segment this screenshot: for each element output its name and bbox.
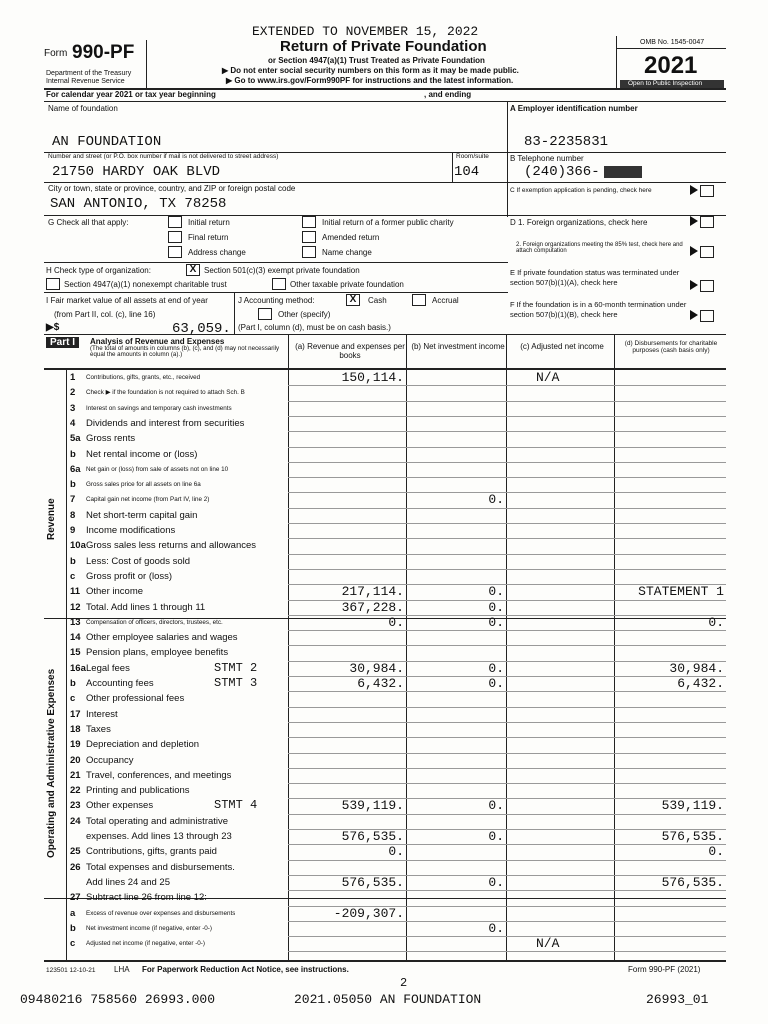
row-label: Subtract line 26 from line 12: [86,892,207,904]
exemption-pending-checkbox[interactable] [700,185,714,197]
col-b-header: (b) Net investment income [411,342,505,351]
other-taxable-label: Other taxable private foundation [290,280,404,289]
part-desc: (The total of amounts in columns (b), (c), and (d) may not necessarily equal the amounts in column (a).) [90,345,280,358]
ein-value[interactable]: 83-2235831 [524,134,609,150]
row-number: c [70,570,76,582]
center-identifier: 2021.05050 AN FOUNDATION [294,992,482,1007]
street-label: Number and street (or P.O. box number if mail is not delivered to street address) [48,153,279,160]
street-address[interactable]: 21750 HARDY OAK BLVD [52,164,221,180]
row-col-b-value[interactable]: 0. [488,829,504,844]
row-number: 8 [70,509,76,521]
row-label: Gross sales less returns and allowances [86,540,257,552]
row-number: 23 [70,800,81,812]
left-identifier: 09480216 758560 26993.000 [20,992,216,1007]
row-label: Add lines 24 and 25 [86,876,170,888]
row-label: Total. Add lines 1 through 11 [86,601,206,613]
phone-number[interactable]: (240)366- [524,164,600,180]
d2-label: 2. Foreign organizations meeting the 85% test, check here and attach computation [516,242,683,254]
row-label: Pension plans, employee benefits [86,647,229,659]
row-label: Net rental income or (loss) [86,448,198,460]
row-col-a-value[interactable]: 367,228. [341,599,404,615]
ssn-notice: ▶ Do not enter social security numbers on this form as it may be made public. [222,66,519,75]
row-label: Gross sales price for all assets on line 6a [86,481,201,489]
row-number: 7 [70,494,76,506]
row-col-b-value[interactable]: 0. [488,584,504,600]
row-label: Gross rents [86,433,136,445]
row-label: Occupancy [86,754,134,766]
city-state-zip[interactable]: SAN ANTONIO, TX 78258 [50,196,227,212]
section-501c3-checkbox[interactable]: X [186,264,200,276]
e-checkbox[interactable] [700,280,714,292]
row-col-a-value[interactable]: 30,984. [349,660,404,676]
row-number: b [70,448,76,460]
row-number: b [70,922,76,934]
row-col-d-value[interactable]: 539,119. [661,798,724,814]
row-label: Accounting fees [86,678,154,689]
f-label: F If the foundation is in a 60-month termination under section 507(b)(1)(B), check here [510,300,687,319]
row-label: Net investment income (if negative, enter -0-) [86,924,212,932]
row-number: 24 [70,815,81,827]
section-4947-label: Section 4947(a)(1) nonexempt charitable trust [64,280,227,289]
row-label: Total expenses and disbursements. [86,861,235,873]
cash-label: Cash [368,296,387,305]
row-number: 20 [70,754,81,766]
row-number: c [70,938,76,950]
row-col-a-value[interactable]: 217,114. [341,584,404,600]
row-label: Dividends and interest from securities [86,417,245,429]
row-col-a-value[interactable]: 576,535. [341,874,404,890]
statement-ref: STMT 3 [214,676,258,690]
row-label: Legal fees [86,662,130,674]
row-col-d-value[interactable]: 576,535. [661,874,724,890]
row-label: Travel, conferences, and meetings [86,769,232,781]
row-label: Check ▶ if the foundation is not required to attach Sch. B [86,389,245,397]
row-label: Adjusted net income (if negative, enter -0-) [86,940,206,948]
e-label: E If private foundation status was terminated under section 507(b)(1)(A), check here [510,268,680,287]
row-col-d-value[interactable]: 0. [708,614,724,630]
row-label: Printing and publications [86,785,190,797]
initial-return-label: Initial return [188,218,230,227]
row-col-a-value[interactable]: 0. [388,844,404,860]
accrual-checkbox[interactable] [412,294,426,306]
form-label: Form [44,48,68,59]
form-reference: Form 990-PF (2021) [628,965,701,974]
initial-former-checkbox[interactable] [302,216,316,228]
instructions-notice: ▶ Go to www.irs.gov/Form990PF for instructions and the latest information. [226,76,514,85]
row-number: b [70,555,76,567]
form-code: 123501 12-10-21 [46,967,96,974]
row-label: Interest on savings and temporary cash investments [86,404,232,412]
cash-checkbox[interactable]: X [346,294,360,306]
row-col-a-value[interactable]: 6,432. [357,676,404,691]
calendar-year-label: For calendar year 2021 or tax year beginning [46,90,216,99]
row-col-b-value[interactable]: 0. [488,676,504,691]
row-number: 4 [70,417,76,429]
row-label: Other professional fees [86,693,185,705]
row-label: Contributions, gifts, grants, etc., received [86,374,201,381]
extension-note: EXTENDED TO NOVEMBER 15, 2022 [252,24,479,39]
room-suite[interactable]: 104 [454,164,480,180]
phone-label: B Telephone number [510,154,584,163]
i-label: I Fair market value of all assets at end of year [46,296,208,305]
accrual-label: Accrual [432,296,459,305]
row-number: 5a [70,433,81,445]
row-col-d-value[interactable]: 576,535. [661,829,724,844]
name-label: Name of foundation [48,104,118,113]
name-change-label: Name change [322,248,372,257]
part-title: Analysis of Revenue and Expenses [90,337,225,346]
row-col-a-value[interactable]: 539,119. [341,798,404,814]
row-col-a-value[interactable]: 0. [388,614,404,630]
row-number: a [70,907,76,919]
row-col-d-value[interactable]: 30,984. [669,660,724,676]
row-number: 27 [70,892,81,904]
row-label: Total operating and administrative [86,815,229,827]
row-col-d-value[interactable]: STATEMENT 1 [638,584,724,600]
address-change-checkbox[interactable] [168,246,182,258]
row-number: b [70,479,76,491]
row-number: 9 [70,525,76,536]
d2-checkbox[interactable] [700,246,714,258]
row-number: 13 [70,616,81,628]
row-number: 21 [70,769,81,781]
row-col-a-value[interactable]: -209,307. [333,905,404,921]
city-label: City or town, state or province, country, and ZIP or foreign postal code [48,184,296,193]
i-sub-label: (from Part II, col. (c), line 16) [54,310,156,319]
right-identifier: 26993_01 [646,992,709,1007]
final-return-checkbox[interactable] [168,231,182,243]
part-label: Part I [46,337,79,348]
foundation-name[interactable]: AN FOUNDATION [52,134,162,150]
col-a-header: (a) Revenue and expenses per books [295,342,405,360]
i-dollar: ▶$ [46,322,60,333]
page-number: 2 [400,976,408,990]
row-label: Excess of revenue over expenses and disbursements [86,909,236,917]
statement-ref: STMT 2 [214,660,258,675]
row-col-b-value[interactable]: 0. [488,920,504,936]
revenue-section-label: Revenue [46,498,57,540]
form-subtitle: or Section 4947(a)(1) Trust Treated as Private Foundation [268,56,485,65]
irs-label: Internal Revenue Service [46,78,125,85]
ein-label: A Employer identification number [510,104,638,113]
other-method-label: Other (specify) [278,310,331,319]
initial-former-label: Initial return of a former public charity [322,218,454,227]
col-c-header: (c) Adjusted net income [520,342,604,351]
omb-number: OMB No. 1545-0047 [640,39,705,46]
row-label: Less: Cost of goods sold [86,555,191,567]
amended-return-label: Amended return [322,233,380,242]
dept-treasury: Department of the Treasury [46,70,132,77]
amended-return-checkbox[interactable] [302,231,316,243]
row-number: 19 [70,739,81,751]
row-label: Capital gain net income (from Part IV, line 2) [86,496,210,504]
open-inspection: Open to Public Inspection [628,80,703,87]
row-label: Depreciation and depletion [86,739,200,751]
row-col-c-value[interactable]: N/A [536,370,560,385]
row-number: 18 [70,723,81,735]
row-label: Compensation of officers, directors, trustees, etc. [86,618,223,626]
row-number: 17 [70,708,81,720]
row-number: c [70,693,76,705]
room-label: Room/suite [456,153,489,160]
name-change-checkbox[interactable] [302,246,316,258]
form-number: 990-PF [72,42,135,63]
exemption-pending-label: C If exemption application is pending, check here [510,187,652,194]
other-taxable-checkbox[interactable] [272,278,286,290]
row-col-b-value[interactable]: 0. [488,660,504,676]
row-number: 14 [70,632,81,644]
row-number: 3 [70,402,76,414]
h-label: H Check type of organization: [46,266,151,275]
d1-checkbox[interactable] [700,216,714,228]
row-number: 26 [70,861,81,873]
address-change-label: Address change [188,248,246,257]
lha-label: LHA [114,965,130,974]
j-note: (Part I, column (d), must be on cash basis.) [238,323,391,332]
row-number: 22 [70,785,81,797]
row-col-b-value[interactable]: 0. [488,599,504,615]
fair-market-value[interactable]: 63,059. [172,321,231,337]
section-501c3-label: Section 501(c)(3) exempt private foundation [204,266,360,275]
row-col-a-value[interactable]: 576,535. [341,829,404,844]
row-label: Other expenses [86,800,154,812]
section-4947-checkbox[interactable] [46,278,60,290]
tax-year: 2021 [644,52,698,79]
row-number: 11 [70,586,81,598]
row-number: 6a [70,463,81,475]
row-label: Income modifications [86,525,176,536]
row-label: expenses. Add lines 13 through 23 [86,831,232,842]
row-label: Interest [86,708,118,720]
row-number: 2 [70,387,76,399]
row-label: Other income [86,586,144,598]
row-col-c-value[interactable]: N/A [536,936,560,952]
row-col-a-value[interactable]: 150,114. [341,370,404,385]
row-label: Net gain or (loss) from sale of assets not on line 10 [86,465,229,473]
other-method-checkbox[interactable] [258,308,272,320]
initial-return-checkbox[interactable] [168,216,182,228]
form-title: Return of Private Foundation [280,38,487,55]
phone-redaction [604,166,642,178]
row-label: Contributions, gifts, grants paid [86,846,217,858]
and-ending-label: , and ending [424,90,472,99]
g-label: G Check all that apply: [48,218,129,227]
row-col-b-value[interactable]: 0. [488,492,504,508]
row-number: 12 [70,601,81,613]
row-number: b [70,678,76,689]
row-number: 10a [70,540,86,552]
row-col-b-value[interactable]: 0. [488,798,504,814]
row-number: 25 [70,846,81,858]
row-label: Taxes [86,723,111,735]
d1-label: D 1. Foreign organizations, check here [510,218,648,227]
row-col-b-value[interactable]: 0. [488,874,504,890]
row-label: Other employee salaries and wages [86,632,238,644]
j-label: J Accounting method: [238,296,315,305]
row-label: Gross profit or (loss) [86,570,173,582]
f-checkbox[interactable] [700,310,714,322]
row-col-b-value[interactable]: 0. [488,614,504,630]
statement-ref: STMT 4 [214,798,258,813]
row-col-d-value[interactable]: 6,432. [677,676,724,691]
final-return-label: Final return [188,233,229,242]
expenses-section-label: Operating and Administrative Expenses [46,668,57,858]
row-number: 15 [70,647,81,659]
row-number: 16a [70,662,86,674]
paperwork-notice: For Paperwork Reduction Act Notice, see instructions. [142,965,349,974]
row-number: 1 [70,372,76,383]
col-d-header: (d) Disbursements for charitable purposes (cash basis only) [624,340,718,354]
row-label: Net short-term capital gain [86,509,198,521]
row-col-d-value[interactable]: 0. [708,844,724,860]
